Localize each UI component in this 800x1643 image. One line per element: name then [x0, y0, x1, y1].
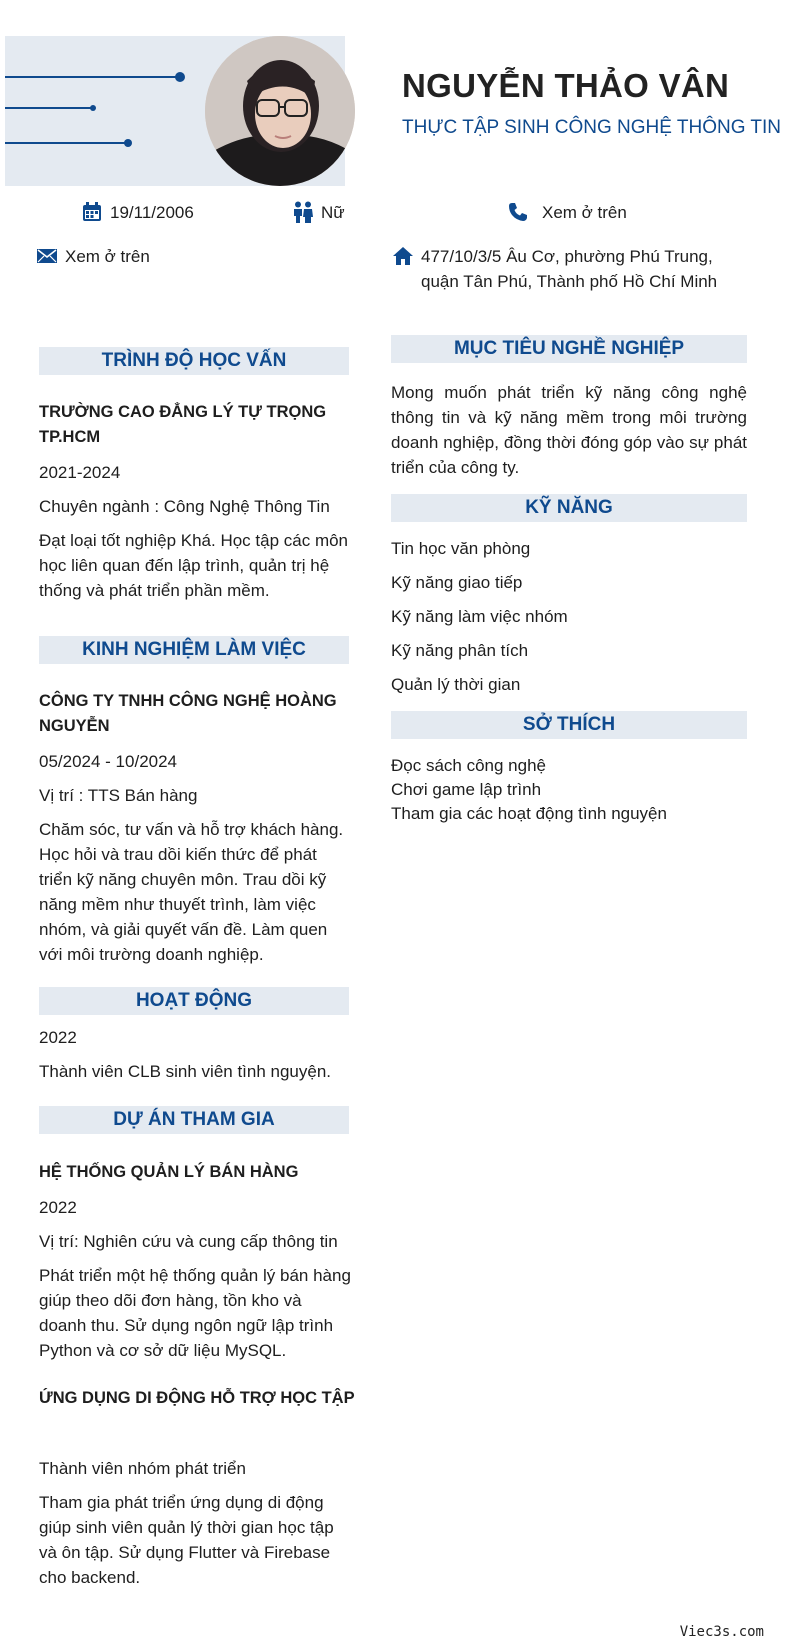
- skill-item: Tin học văn phòng: [391, 539, 531, 558]
- people-icon: [291, 200, 315, 224]
- activities-description: Thành viên CLB sinh viên tình nguyện.: [39, 1062, 332, 1081]
- hobby-item: Tham gia các hoạt động tình nguyện: [391, 804, 667, 823]
- education-period: 2021-2024: [39, 463, 121, 482]
- objective-heading: MỤC TIÊU NGHỀ NGHIỆP: [391, 335, 747, 363]
- decor-dot: [90, 105, 96, 111]
- footer-watermark: Viec3s.com: [679, 1624, 764, 1640]
- activities-year: 2022: [39, 1028, 77, 1047]
- hobby-item: Đọc sách công nghệ: [391, 756, 546, 775]
- project-1-description: Phát triển một hệ thống quản lý bán hàng giúp theo dõi đơn hàng, tồn kho và doanh thu. Sử dụng ngôn ngữ lập trình Python và cơ sở dữ liệu MySQL.: [39, 1266, 351, 1360]
- phone-value: Xem ở trên: [542, 203, 627, 222]
- candidate-name: NGUYỄN THẢO VÂN: [402, 67, 730, 104]
- school-name: [39, 400, 349, 450]
- email-value: Xem ở trên: [65, 247, 150, 266]
- activities-heading: HOẠT ĐỘNG: [39, 987, 349, 1015]
- project-1-role: Vị trí: Nghiên cứu và cung cấp thông tin: [39, 1232, 338, 1251]
- project-2-name: ỨNG DỤNG DI ĐỘNG HỖ TRỢ HỌC TẬP: [39, 1389, 355, 1407]
- gender-value: Nữ: [321, 203, 345, 222]
- address-info: [391, 244, 717, 294]
- phone-icon: [506, 200, 530, 224]
- gender-info: [291, 200, 345, 225]
- projects-heading: DỰ ÁN THAM GIA: [39, 1106, 349, 1134]
- experience-description: Chăm sóc, tư vấn và hỗ trợ khách hàng. Học hỏi và trau dồi kiến thức để phát triển kỹ năng chuyên môn. Trau dồi kỹ năng mềm như thuyết trình, làm việc nhóm, và giải quyết vấn đề. Làm quen với môi trường doanh nghiệp.: [39, 820, 344, 964]
- mail-icon: [35, 244, 59, 268]
- education-description: Đạt loại tốt nghiệp Khá. Học tập các môn học liên quan đến lập trình, quản trị hệ thống và phát triển phần mềm.: [39, 531, 349, 600]
- calendar-icon: [80, 200, 104, 224]
- education-heading: TRÌNH ĐỘ HỌC VẤN: [39, 347, 349, 375]
- skill-item: Kỹ năng phân tích: [391, 641, 529, 660]
- company-name-line-2: NGUYỄN: [39, 717, 110, 735]
- decor-line: [5, 76, 180, 78]
- address-lines: [421, 244, 717, 294]
- birthday-value: 19/11/2006: [110, 203, 194, 222]
- company-name-line-1: CÔNG TY TNHH CÔNG NGHỆ HOÀNG: [39, 692, 337, 710]
- decor-dot: [175, 72, 185, 82]
- phone-info: [506, 200, 627, 225]
- skill-item: Quản lý thời gian: [391, 675, 521, 694]
- hobbies-heading: SỞ THÍCH: [391, 711, 747, 739]
- skill-item: Kỹ năng giao tiếp: [391, 573, 523, 592]
- birthday-info: [80, 200, 194, 225]
- education-major: Chuyên ngành : Công Nghệ Thông Tin: [39, 497, 330, 516]
- project-1-name: HỆ THỐNG QUẢN LÝ BÁN HÀNG: [39, 1163, 299, 1181]
- company-name: [39, 689, 349, 739]
- decor-line: [5, 142, 127, 144]
- email-info: [35, 244, 150, 269]
- experience-position: Vị trí : TTS Bán hàng: [39, 786, 198, 805]
- decor-line: [5, 107, 93, 109]
- project-2-description: Tham gia phát triển ứng dụng di động giúp sinh viên quản lý thời gian học tập và ôn tập. Sử dụng Flutter và Firebase cho backend.: [39, 1493, 334, 1587]
- address-line-1: 477/10/3/5 Âu Cơ, phường Phú Trung,: [421, 247, 713, 266]
- address-line-2: quận Tân Phú, Thành phố Hồ Chí Minh: [421, 272, 718, 291]
- hobby-item: Chơi game lập trình: [391, 780, 542, 799]
- school-name-line-2: TP.HCM: [39, 428, 101, 446]
- experience-heading: KINH NGHIỆM LÀM VIỆC: [39, 636, 349, 664]
- project-1-year: 2022: [39, 1198, 77, 1217]
- school-name-line-1: TRƯỜNG CAO ĐẲNG LÝ TỰ TRỌNG: [39, 403, 327, 421]
- skills-heading: KỸ NĂNG: [391, 494, 747, 522]
- experience-period: 05/2024 - 10/2024: [39, 752, 178, 771]
- job-title: THỰC TẬP SINH CÔNG NGHỆ THÔNG TIN: [402, 117, 782, 138]
- skill-item: Kỹ năng làm việc nhóm: [391, 607, 568, 626]
- project-2-role: Thành viên nhóm phát triển: [39, 1459, 246, 1478]
- decor-dot: [124, 139, 132, 147]
- objective-description: Mong muốn phát triển kỹ năng công nghệ thông tin và kỹ năng mềm trong môi trường doanh nghiệp, đồng thời đóng góp vào sự phát triển của công ty.: [391, 383, 747, 477]
- home-icon: [391, 244, 415, 268]
- avatar: [205, 36, 355, 186]
